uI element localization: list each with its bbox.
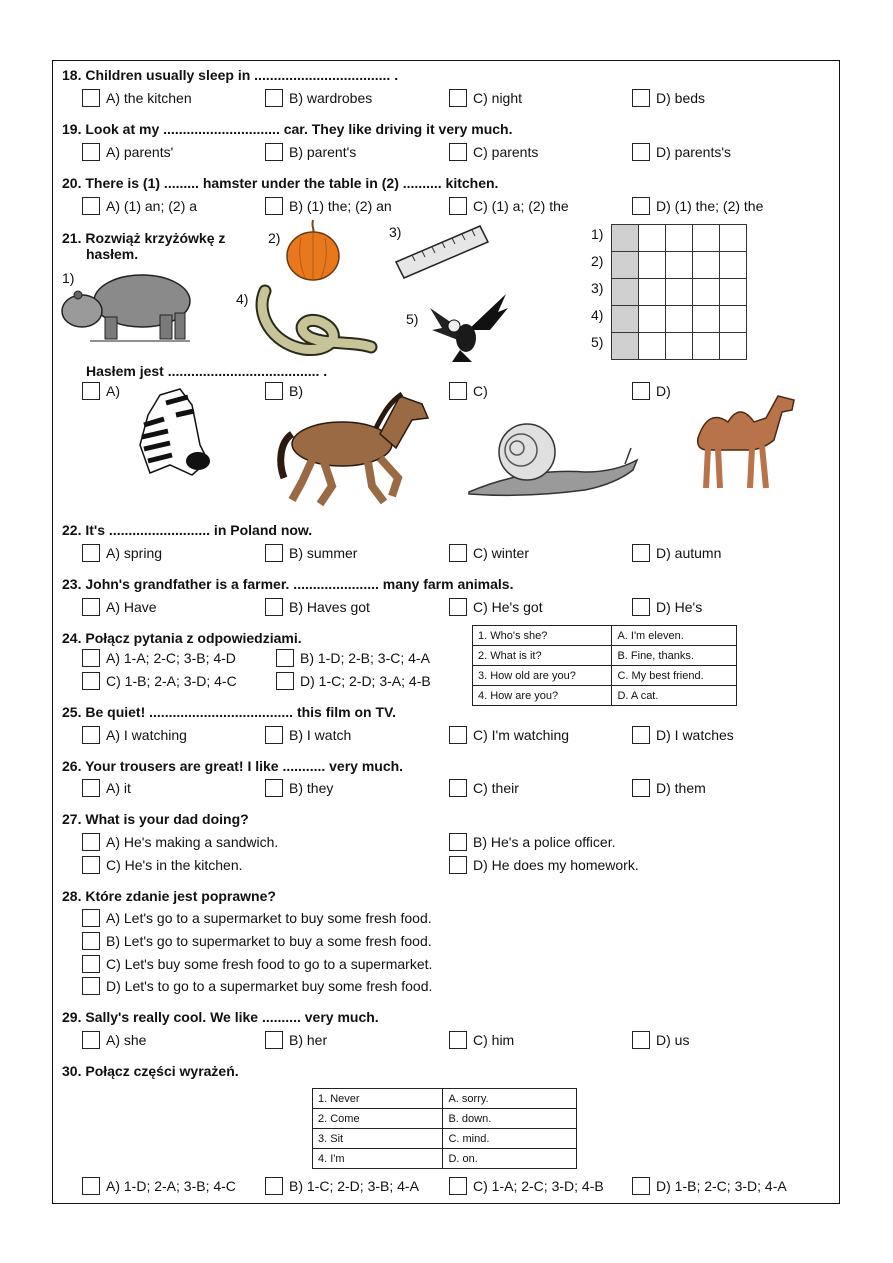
q19-a-label: A) parents' [106, 144, 174, 160]
q23-a-label: A) Have [106, 599, 157, 615]
table-cell: 1. Never [313, 1089, 443, 1109]
crossword-cell[interactable] [612, 279, 639, 306]
crossword-cell[interactable] [720, 333, 747, 360]
q22-text: 22. It's .......................... in Poland now. [62, 522, 313, 538]
q26-b-label: B) they [289, 780, 334, 796]
crossword-cell[interactable] [612, 306, 639, 333]
crossword-cell[interactable] [666, 306, 693, 333]
q27-d-checkbox[interactable] [449, 856, 467, 874]
q27-d-label: D) He does my homework. [473, 857, 639, 873]
q28-b-checkbox[interactable] [82, 932, 100, 950]
q21-a-checkbox[interactable] [82, 382, 100, 400]
q19-b-checkbox[interactable] [265, 143, 283, 161]
crossword-cell[interactable] [639, 252, 666, 279]
q18-c-checkbox[interactable] [449, 89, 467, 107]
table-row [313, 1109, 577, 1129]
q18-text: 18. Children usually sleep in ................................... . [62, 67, 399, 83]
q25-b-label: B) I watch [289, 727, 352, 743]
q30-a-checkbox[interactable] [82, 1177, 100, 1195]
q28-a-label: A) Let's go to a supermarket to buy some fresh food. [106, 910, 432, 926]
q24-d-label: D) 1-C; 2-D; 3-A; 4-B [300, 673, 431, 689]
table-cell: D. on. [443, 1149, 577, 1169]
crossword-cell[interactable] [666, 252, 693, 279]
snake-icon [253, 283, 378, 358]
q21-b-label: B) [289, 383, 303, 399]
crossword-cell[interactable] [720, 306, 747, 333]
q19-c-label: C) parents [473, 144, 539, 160]
q24-c-checkbox[interactable] [82, 672, 100, 690]
q27-c-checkbox[interactable] [82, 856, 100, 874]
crossword-cell[interactable] [693, 333, 720, 360]
crossword-cell[interactable] [639, 306, 666, 333]
q27-b-checkbox[interactable] [449, 833, 467, 851]
crossword-cell[interactable] [612, 333, 639, 360]
crossword-cell[interactable] [693, 225, 720, 252]
q26-a-checkbox[interactable] [82, 779, 100, 797]
crossword-cell[interactable] [639, 279, 666, 306]
pic-label-1: 1) [62, 270, 75, 286]
table-cell: B. down. [443, 1109, 577, 1129]
crossword-cell[interactable] [612, 252, 639, 279]
q21-text-line2: hasłem. [86, 246, 139, 262]
grid-label-5: 5) [591, 334, 604, 350]
q20-b-label: B) (1) the; (2) an [289, 198, 392, 214]
q29-b-label: B) her [289, 1032, 328, 1048]
q25-d-label: D) I watches [656, 727, 734, 743]
q27-b-label: B) He's a police officer. [473, 834, 616, 850]
q23-b-checkbox[interactable] [265, 598, 283, 616]
hippo-icon [60, 265, 195, 345]
crossword-cell[interactable] [666, 225, 693, 252]
crossword-cell[interactable] [639, 333, 666, 360]
table-cell: 1. Who's she? [473, 626, 612, 646]
q19-b-label: B) parent's [289, 144, 357, 160]
q22-a-label: A) spring [106, 545, 163, 561]
grid-label-1: 1) [591, 226, 604, 242]
q29-a-label: A) she [106, 1032, 147, 1048]
snail-icon [465, 420, 643, 498]
q18-a-checkbox[interactable] [82, 89, 100, 107]
table-row [313, 1129, 577, 1149]
q30-a-label: A) 1-D; 2-A; 3-B; 4-C [106, 1178, 236, 1194]
table-cell: A. I'm eleven. [612, 626, 737, 646]
q22-c-checkbox[interactable] [449, 544, 467, 562]
q21-d-label: D) [656, 383, 671, 399]
ruler-icon [392, 220, 492, 285]
q24-a-label: A) 1-A; 2-C; 3-B; 4-D [106, 650, 236, 666]
q29-c-checkbox[interactable] [449, 1031, 467, 1049]
q21-d-checkbox[interactable] [632, 382, 650, 400]
q24-c-label: C) 1-B; 2-A; 3-D; 4-C [106, 673, 237, 689]
q29-text: 29. Sally's really cool. We like .......... very much. [62, 1009, 379, 1025]
q21-c-label: C) [473, 383, 488, 399]
q30-d-checkbox[interactable] [632, 1177, 650, 1195]
q23-c-label: C) He's got [473, 599, 543, 615]
q22-d-checkbox[interactable] [632, 544, 650, 562]
q29-c-label: C) him [473, 1032, 515, 1048]
horse-icon [272, 382, 432, 512]
q19-text: 19. Look at my .............................. car. They like driving it very much. [62, 121, 513, 137]
q30-matching-table [312, 1088, 577, 1169]
q26-b-checkbox[interactable] [265, 779, 283, 797]
q30-b-label: B) 1-C; 2-D; 3-B; 4-A [289, 1178, 419, 1194]
q25-c-label: C) I'm watching [473, 727, 570, 743]
q28-c-checkbox[interactable] [82, 955, 100, 973]
crossword-cell[interactable] [693, 306, 720, 333]
table-cell: 3. Sit [313, 1129, 443, 1149]
pic-label-5: 5) [406, 311, 419, 327]
q29-d-label: D) us [656, 1032, 690, 1048]
q22-d-label: D) autumn [656, 545, 722, 561]
crossword-grid [611, 224, 747, 360]
table-cell: C. mind. [443, 1129, 577, 1149]
crossword-cell[interactable] [720, 279, 747, 306]
q26-c-checkbox[interactable] [449, 779, 467, 797]
q20-d-checkbox[interactable] [632, 197, 650, 215]
q30-d-label: D) 1-B; 2-C; 3-D; 4-A [656, 1178, 787, 1194]
q25-a-label: A) I watching [106, 727, 187, 743]
q24-matching-table [472, 625, 737, 706]
q30-b-checkbox[interactable] [265, 1177, 283, 1195]
q26-a-label: A) it [106, 780, 131, 796]
table-row [473, 626, 737, 646]
table-cell: C. My best friend. [612, 666, 737, 686]
q24-text: 24. Połącz pytania z odpowiedziami. [62, 630, 302, 646]
q28-text: 28. Które zdanie jest poprawne? [62, 888, 276, 904]
q28-b-label: B) Let's go to supermarket to buy a some fresh food. [106, 933, 432, 949]
crossword-cell[interactable] [666, 279, 693, 306]
q26-d-checkbox[interactable] [632, 779, 650, 797]
q30-c-checkbox[interactable] [449, 1177, 467, 1195]
q30-text: 30. Połącz części wyrażeń. [62, 1063, 239, 1079]
q20-text: 20. There is (1) ......... hamster under the table in (2) .......... kitchen. [62, 175, 499, 191]
q24-d-checkbox[interactable] [276, 672, 294, 690]
grid-label-2: 2) [591, 253, 604, 269]
table-cell: B. Fine, thanks. [612, 646, 737, 666]
q25-text: 25. Be quiet! ..................................... this film on TV. [62, 704, 396, 720]
q26-text: 26. Your trousers are great! I like ........... very much. [62, 758, 404, 774]
q28-d-checkbox[interactable] [82, 977, 100, 995]
table-cell: A. sorry. [443, 1089, 577, 1109]
q29-d-checkbox[interactable] [632, 1031, 650, 1049]
q20-c-checkbox[interactable] [449, 197, 467, 215]
q23-b-label: B) Haves got [289, 599, 370, 615]
q28-a-checkbox[interactable] [82, 909, 100, 927]
q20-d-label: D) (1) the; (2) the [656, 198, 764, 214]
q19-d-label: D) parents's [656, 144, 732, 160]
q20-a-checkbox[interactable] [82, 197, 100, 215]
q28-d-label: D) Let's to go to a supermarket buy some fresh food. [106, 978, 433, 994]
q23-text: 23. John's grandfather is a farmer. ...................... many farm animals. [62, 576, 514, 592]
q21-a-label: A) [106, 383, 120, 399]
q18-b-checkbox[interactable] [265, 89, 283, 107]
table-cell: D. A cat. [612, 686, 737, 706]
q28-c-label: C) Let's buy some fresh food to go to a supermarket. [106, 956, 433, 972]
q30-c-label: C) 1-A; 2-C; 3-D; 4-B [473, 1178, 604, 1194]
table-row [313, 1149, 577, 1169]
q18-a-label: A) the kitchen [106, 90, 192, 106]
crossword-cell[interactable] [693, 279, 720, 306]
q22-a-checkbox[interactable] [82, 544, 100, 562]
q29-a-checkbox[interactable] [82, 1031, 100, 1049]
q25-c-checkbox[interactable] [449, 726, 467, 744]
crossword-cell[interactable] [666, 333, 693, 360]
table-row [313, 1089, 577, 1109]
zebra-icon [130, 385, 215, 480]
q25-a-checkbox[interactable] [82, 726, 100, 744]
q19-d-checkbox[interactable] [632, 143, 650, 161]
q18-d-checkbox[interactable] [632, 89, 650, 107]
q25-d-checkbox[interactable] [632, 726, 650, 744]
q19-c-checkbox[interactable] [449, 143, 467, 161]
onion-icon [283, 218, 343, 283]
table-row [473, 686, 737, 706]
q18-b-label: B) wardrobes [289, 90, 373, 106]
q29-b-checkbox[interactable] [265, 1031, 283, 1049]
q22-b-label: B) summer [289, 545, 358, 561]
q27-a-label: A) He's making a sandwich. [106, 834, 279, 850]
q24-b-label: B) 1-D; 2-B; 3-C; 4-A [300, 650, 430, 666]
q27-a-checkbox[interactable] [82, 833, 100, 851]
q26-c-label: C) their [473, 780, 519, 796]
table-cell: 4. How are you? [473, 686, 612, 706]
camel-icon [688, 388, 803, 498]
q18-c-label: C) night [473, 90, 523, 106]
q20-b-checkbox[interactable] [265, 197, 283, 215]
table-row [473, 646, 737, 666]
q21-text-line1: 21. Rozwiąż krzyżówkę z [62, 230, 226, 246]
table-cell: 2. What is it? [473, 646, 612, 666]
table-cell: 2. Come [313, 1109, 443, 1129]
q27-c-label: C) He's in the kitchen. [106, 857, 243, 873]
table-cell: 4. I'm [313, 1149, 443, 1169]
pic-label-4: 4) [236, 291, 249, 307]
q20-a-label: A) (1) an; (2) a [106, 198, 198, 214]
crossword-cell[interactable] [720, 252, 747, 279]
crossword-cell[interactable] [720, 225, 747, 252]
grid-label-4: 4) [591, 307, 604, 323]
eagle-icon [428, 290, 510, 365]
q23-d-label: D) He's [656, 599, 703, 615]
crossword-cell[interactable] [693, 252, 720, 279]
q24-a-checkbox[interactable] [82, 649, 100, 667]
q18-d-label: D) beds [656, 90, 706, 106]
q23-d-checkbox[interactable] [632, 598, 650, 616]
pic-label-3: 3) [389, 224, 402, 240]
table-cell: 3. How old are you? [473, 666, 612, 686]
q25-b-checkbox[interactable] [265, 726, 283, 744]
q21-c-checkbox[interactable] [449, 382, 467, 400]
grid-label-3: 3) [591, 280, 604, 296]
q27-text: 27. What is your dad doing? [62, 811, 249, 827]
crossword-cell[interactable] [639, 225, 666, 252]
q20-c-label: C) (1) a; (2) the [473, 198, 569, 214]
q23-a-checkbox[interactable] [82, 598, 100, 616]
q19-a-checkbox[interactable] [82, 143, 100, 161]
q23-c-checkbox[interactable] [449, 598, 467, 616]
q22-b-checkbox[interactable] [265, 544, 283, 562]
q22-c-label: C) winter [473, 545, 530, 561]
q21-answer-prompt: Hasłem jest ....................................... . [86, 363, 328, 379]
q26-d-label: D) them [656, 780, 706, 796]
table-row [473, 666, 737, 686]
q24-b-checkbox[interactable] [276, 649, 294, 667]
crossword-cell[interactable] [612, 225, 639, 252]
pic-label-2: 2) [268, 230, 281, 246]
